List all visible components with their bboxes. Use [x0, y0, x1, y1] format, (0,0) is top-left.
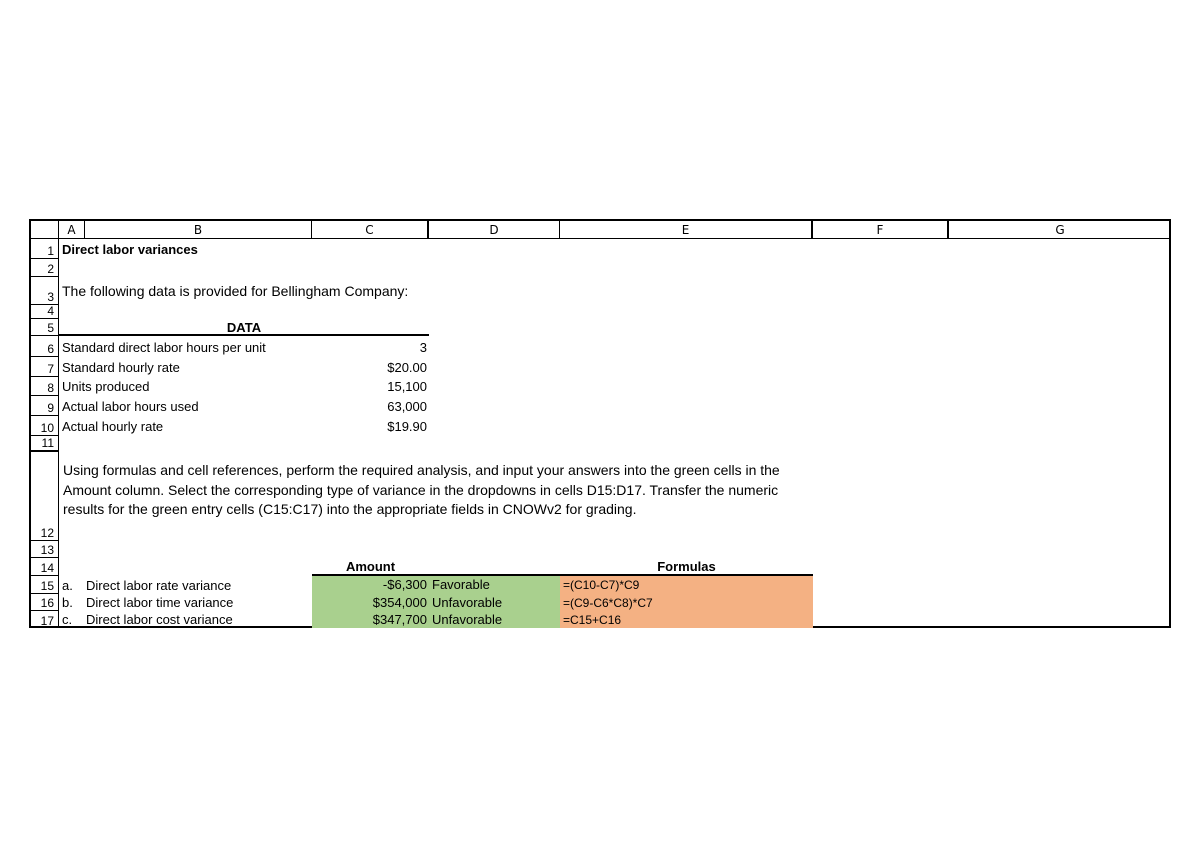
- row-header-8[interactable]: 8: [31, 377, 59, 396]
- amount-cell-rate[interactable]: -$6,300: [312, 576, 429, 594]
- result-label-cost[interactable]: Direct labor cost variance: [86, 612, 233, 627]
- formulas-header[interactable]: Formulas: [560, 558, 813, 576]
- row-header-15[interactable]: 15: [31, 576, 59, 594]
- variance-type-dropdown-time[interactable]: Unfavorable: [429, 594, 560, 611]
- row-header-3[interactable]: 3: [31, 277, 59, 305]
- row-header-16[interactable]: 16: [31, 594, 59, 611]
- row-header-1[interactable]: 1: [31, 239, 59, 259]
- column-header-g[interactable]: G: [949, 221, 1171, 239]
- row-header-11[interactable]: 11: [31, 436, 59, 452]
- intro-text[interactable]: The following data is provided for Bellingham Company:: [62, 283, 409, 299]
- instructions-text[interactable]: Using formulas and cell references, perform the required analysis, and input your answers into the green cells in the Amount column. Select the corresponding type of variance in the dropdowns in cells D15:D17. Transfer the numeric results for the green entry cells (C15:C17) into the appropriate fields in CNOWv2 for grading.: [63, 462, 780, 517]
- result-label-time[interactable]: Direct labor time variance: [86, 595, 234, 610]
- data-header[interactable]: DATA: [59, 319, 429, 336]
- column-header-e[interactable]: E: [560, 221, 813, 239]
- data-value-units[interactable]: 15,100: [387, 379, 427, 394]
- row-header-4[interactable]: 4: [31, 305, 59, 319]
- amount-cell-cost[interactable]: $347,700: [312, 611, 429, 628]
- amount-header[interactable]: Amount: [312, 558, 429, 576]
- formula-cell-rate[interactable]: =(C10-C7)*C9: [560, 576, 813, 594]
- spreadsheet: [29, 219, 1171, 628]
- column-header-f[interactable]: F: [813, 221, 949, 239]
- variance-type-dropdown-rate[interactable]: Favorable: [429, 576, 560, 594]
- variance-type-dropdown-cost[interactable]: Unfavorable: [429, 611, 560, 628]
- row-header-12[interactable]: 12: [31, 452, 59, 541]
- data-value-actual-hours[interactable]: 63,000: [387, 399, 427, 414]
- result-letter-c[interactable]: c.: [62, 612, 73, 627]
- data-label-actual-hours[interactable]: Actual labor hours used: [62, 399, 199, 414]
- result-label-rate[interactable]: Direct labor rate variance: [86, 578, 232, 593]
- column-header-b[interactable]: B: [85, 221, 312, 239]
- data-label-std-rate[interactable]: Standard hourly rate: [62, 360, 180, 375]
- column-header-c[interactable]: C: [312, 221, 429, 239]
- row-header-17[interactable]: 17: [31, 611, 59, 628]
- data-value-actual-rate[interactable]: $19.90: [387, 419, 427, 434]
- row-header-5[interactable]: 5: [31, 319, 59, 336]
- column-header-a[interactable]: A: [59, 221, 85, 239]
- sheet-title[interactable]: Direct labor variances: [62, 242, 198, 257]
- data-label-units[interactable]: Units produced: [62, 379, 150, 394]
- row-header-6[interactable]: 6: [31, 336, 59, 357]
- formula-cell-cost[interactable]: =C15+C16: [560, 611, 813, 628]
- result-letter-b[interactable]: b.: [62, 595, 73, 610]
- corner-cell[interactable]: [31, 221, 59, 239]
- row-header-9[interactable]: 9: [31, 396, 59, 416]
- row-header-2[interactable]: 2: [31, 259, 59, 277]
- data-label-actual-rate[interactable]: Actual hourly rate: [62, 419, 164, 434]
- amount-cell-time[interactable]: $354,000: [312, 594, 429, 611]
- data-label-std-hours[interactable]: Standard direct labor hours per unit: [62, 340, 266, 355]
- row-header-10[interactable]: 10: [31, 416, 59, 436]
- result-letter-a[interactable]: a.: [62, 578, 73, 593]
- data-value-std-hours[interactable]: 3: [419, 340, 427, 355]
- column-header-d[interactable]: D: [429, 221, 560, 239]
- row-header-14[interactable]: 14: [31, 558, 59, 576]
- row-header-13[interactable]: 13: [31, 541, 59, 558]
- formula-cell-time[interactable]: =(C9-C6*C8)*C7: [560, 594, 813, 611]
- row-header-7[interactable]: 7: [31, 357, 59, 377]
- data-value-std-rate[interactable]: $20.00: [387, 360, 427, 375]
